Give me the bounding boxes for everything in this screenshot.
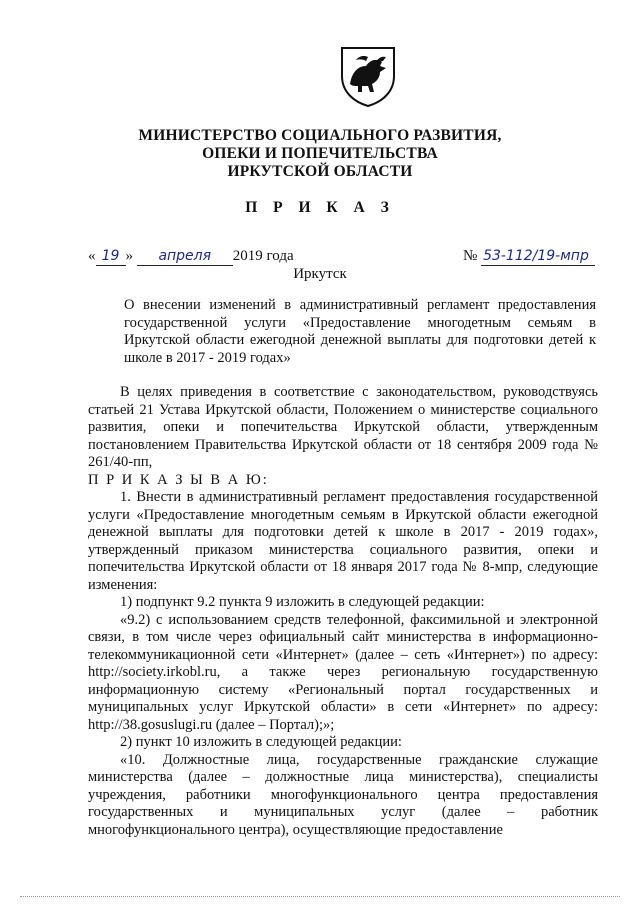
date-month-handwritten: апреля (158, 248, 212, 264)
order-date (88, 248, 294, 266)
coat-of-arms-icon (336, 42, 400, 108)
date-year: 2019 года (232, 248, 294, 264)
order-number (463, 248, 595, 266)
city: Иркутск (293, 266, 347, 282)
ministry-name-line2: ОПЕКИ И ПОПЕЧИТЕЛЬСТВА (202, 145, 438, 162)
date-day-handwritten: 19 (101, 248, 120, 264)
order-body (88, 384, 598, 839)
subitem-1-paragraph: 1) подпункт 9.2 пункта 9 изложить в следующей редакции: (120, 594, 485, 610)
subitem-2-paragraph: 2) пункт 10 изложить в следующей редакции: (120, 734, 402, 750)
item-1-paragraph: 1. Внести в административный регламент предоставления государственной услуги «Предоставление многодетным семьям в Иркутской области ежегодной денежной выплаты для подготовки детей к школе в 2017 - 2019 годах», утвержденный приказом министерства социального развития, опеки и попечительства Иркутской области от 18 января 2017 года № 8-мпр, следующие изменения: (88, 489, 598, 593)
preamble-paragraph: В целях приведения в соответствие с законодательством, руководствуясь статьей 21 Устава Иркутской области, Положением о министерстве социального развития, опеки и попечительства Иркутской области, утвержденным постановлением Правительства Иркутской области от 18 сентября 2009 года № 261/40-пп, (88, 384, 598, 470)
number-handwritten: 53-112/19-мпр (483, 248, 589, 264)
order-subject: О внесении изменений в административный регламент предоставления государственной услуги «Предоставление многодетным семьям в Иркутской области ежегодной денежной выплаты для подготовки детей к школе в 2017 - 2019 годах» (124, 297, 596, 366)
ministry-name-line1: МИНИСТЕРСТВО СОЦИАЛЬНОГО РАЗВИТИЯ, (138, 127, 502, 144)
number-prefix: № (463, 248, 478, 264)
order-title: П Р И К А З (245, 199, 395, 216)
quote-10-paragraph: «10. Должностные лица, государственные гражданские служащие министерства (далее – должностные лица министерства), специалисты учреждения, работники многофункционального центра предоставления государственных и муниципальных услуг (далее – работник многофункционального центра), осуществляющие предоставление (88, 751, 598, 838)
quote-9-2-paragraph: «9.2) с использованием средств телефонной, факсимильной и электронной связи, в том числе через официальный сайт министерства в информационно-телекоммуникационной сети «Интернет» (далее – сеть «Интернет») по адресу: http://society.irkobl.ru, а также через региональную государственную информационную систему «Региональный портал государственных и муниципальных услуг Иркутской области» в сети «Интернет» по адресу: http://38.gosuslugi.ru (далее – Портал);»; (88, 611, 598, 733)
order-word: П Р И К А З Ы В А Ю: (88, 471, 269, 488)
date-open-quote: « (88, 248, 96, 264)
ministry-name-line3: ИРКУТСКОЙ ОБЛАСТИ (227, 163, 413, 180)
page-edge-divider (20, 896, 620, 897)
date-close-quote: » (125, 248, 133, 264)
